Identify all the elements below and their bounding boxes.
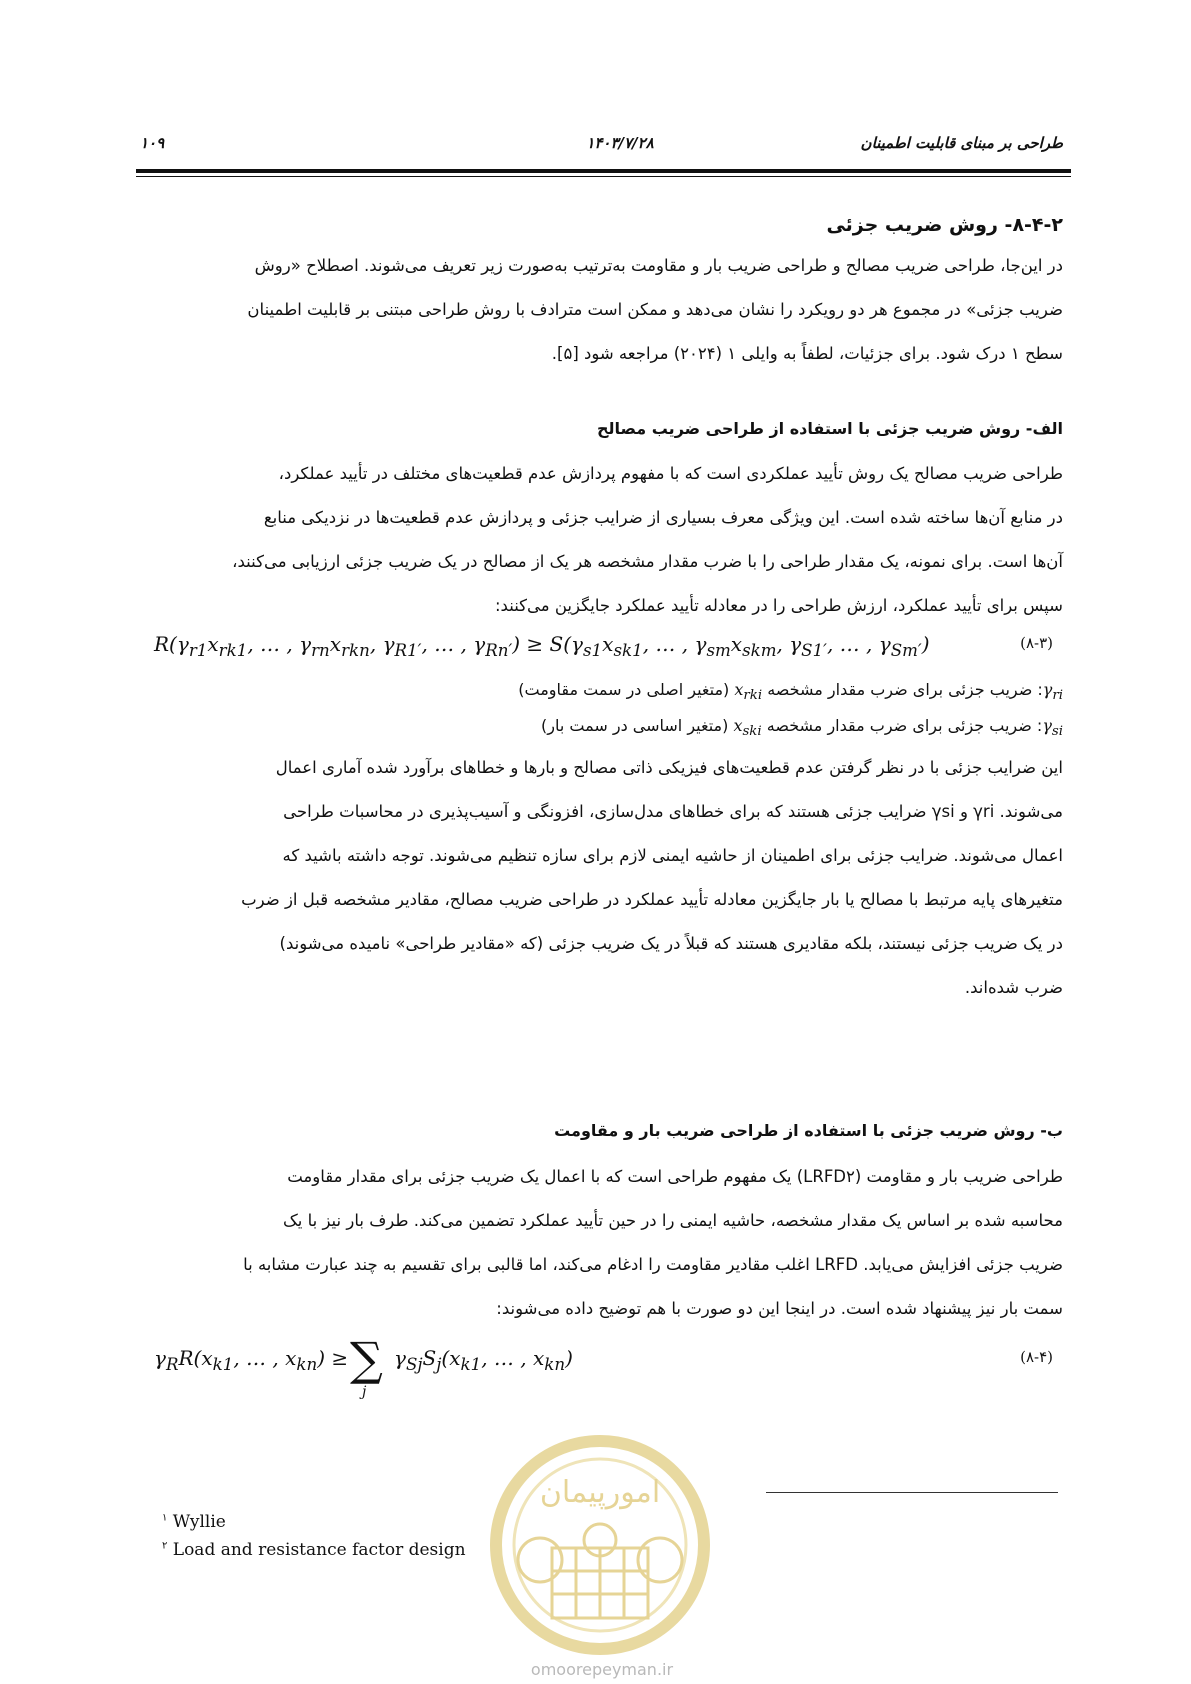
part-a-p2-line-5: در یک ضریب جزئی نیستند، بلکه مقادیری هستند که قبلاً در یک ضریب جزئی (که «مقادیر طراحی» نامیده می‌شوند) — [279, 934, 1063, 953]
header-rule-thin — [136, 176, 1071, 177]
watermark-logo — [480, 1430, 720, 1680]
definition-gamma-si-text: : ضریب جزئی برای ضرب مقدار مشخصه — [761, 716, 1043, 735]
part-a-p1-line-1: طراحی ضریب مصالح یک روش تأیید عملکردی است که با مفهوم پردازش عدم قطعیت‌های مختلف در تأیید عملکرد، — [278, 464, 1063, 483]
intro-line-2: ضریب جزئی» در مجموع هر دو رویکرد را نشان می‌دهد و ممکن است مترادف با روش طراحی مبتنی بر قابلیت اطمینان — [247, 300, 1063, 319]
symbol-gamma-si: $\gamma_{si}$ — [1042, 716, 1063, 740]
part-a-p1-line-2: در منابع آن‌ها ساخته شده است. این ویژگی معرف بسیاری از ضرایب جزئی و پردازش عدم قطعیت‌ها در نزدیکی منابع — [263, 508, 1063, 527]
definition-gamma-si-note: (متغیر اساسی در سمت بار) — [541, 716, 734, 735]
footnote-2-text: Load and resistance factor design — [172, 1540, 466, 1560]
equation-8-4 — [142, 1332, 1063, 1406]
part-a-heading: الف- روش ضریب جزئی با استفاده از طراحی ضریب مصالح — [596, 419, 1063, 438]
footnote-2 — [162, 1540, 466, 1560]
part-b-heading: ب- روش ضریب جزئی با استفاده از طراحی ضریب بار و مقاومت — [554, 1121, 1063, 1140]
symbol-x-rki: $x_{rki}$ — [734, 680, 763, 704]
summation-index: j — [362, 1384, 367, 1400]
part-a-p1-line-4: سپس برای تأیید عملکرد، ارزش طراحی را در معادله تأیید عملکرد جایگزین می‌کنند: — [495, 596, 1063, 615]
part-a-p1-line-3: آن‌ها است. برای نمونه، یک مقدار طراحی را با ضرب مقدار مشخصه هر یک از مصالح در یک ضریب جزئی ارزیابی می‌کنند، — [232, 552, 1063, 571]
part-a-p2-line-2: می‌شوند. γri و γsi ضرایب جزئی هستند که برای خطاهای مدل‌سازی، افزونگی و آسیب‌پذیری در محاسبات طراحی — [283, 802, 1063, 821]
part-a-paragraph-2 — [142, 746, 1063, 1010]
part-a-p2-line-4: متغیرهای پایه مرتبط با مصالح یا بار جایگزین معادله تأیید عملکرد در طراحی ضریب مصالح، مقادیر مشخصه قبل از ضرب — [241, 890, 1063, 909]
part-b-p1-line-1: طراحی ضریب بار و مقاومت (LRFD۲) یک مفهوم طراحی است که با اعمال یک ضریب جزئی برای مقدار مقاومت — [287, 1167, 1063, 1186]
watermark-site: omoorepeyman.ir — [530, 1660, 674, 1679]
header-date: ۱۴۰۳/۷/۲۸ — [586, 134, 654, 152]
footnote-1-text: Wyllie — [172, 1512, 226, 1532]
intro-line-1: در این‌جا، طراحی ضریب مصالح و طراحی ضریب بار و مقاومت به‌ترتیب به‌صورت زیر تعریف می‌شوند. اصطلاح «روش — [254, 256, 1063, 275]
symbol-gamma-ri: $\gamma_{ri}$ — [1042, 680, 1063, 704]
equation-8-4-rhs: $\gamma_{Sj}S_j(x_{k1}$, … , $x_{kn}$) — [394, 1346, 573, 1374]
part-a-p2-line-3: اعمال می‌شوند. ضرایب جزئی برای اطمینان از حاشیه ایمنی لازم برای سازه تنظیم می‌شوند. توجه داشته باشید که — [282, 846, 1063, 865]
part-b-p1-line-2: محاسبه شده بر اساس یک مقدار مشخصه، حاشیه ایمنی را در حین تأیید عملکرد تضمین می‌کند. طرف بار نیز با یک — [282, 1211, 1063, 1230]
header-rule-thick — [136, 169, 1071, 173]
equation-8-3 — [142, 628, 1063, 668]
definition-gamma-ri-note: (متغیر اصلی در سمت مقاومت) — [518, 680, 735, 699]
footnote-2-mark: ۲ — [162, 1540, 168, 1552]
footnote-1 — [162, 1512, 226, 1532]
section-intro — [142, 244, 1063, 376]
part-a-p2-line-6: ضرب شده‌اند. — [964, 978, 1063, 997]
page-number: ۱۰۹ — [140, 134, 165, 152]
definition-gamma-ri-text: : ضریب جزئی برای ضرب مقدار مشخصه — [762, 680, 1043, 699]
intro-line-3: سطح ۱ درک شود. برای جزئیات، لطفاً به وایلی ۱ (۲۰۲۴) مراجعه شود [۵]. — [551, 344, 1063, 363]
footnote-1-mark: ۱ — [162, 1512, 168, 1524]
part-a-p2-line-1: این ضرایب جزئی با در نظر گرفتن عدم قطعیت‌های فیزیکی ذاتی مصالح و بارها و خطاهای برآورد شده آماری اعمال — [275, 758, 1063, 777]
footnote-rule — [766, 1492, 1058, 1493]
equation-8-4-lhs: $\gamma_RR(x_{k1}$, … , $x_{kn}$) ≥ — [154, 1346, 349, 1374]
part-a-paragraph-1 — [142, 452, 1063, 628]
summation-sign: ∑ — [350, 1332, 383, 1386]
part-b-p1-line-3: ضریب جزئی افزایش می‌یابد. LRFD اغلب مقادیر مقاومت را ادغام می‌کند، اما قالبی برای تقسیم به چند عبارت مشابه با — [243, 1255, 1063, 1274]
equation-8-4-number: (۸-۴) — [1020, 1348, 1053, 1366]
definition-gamma-ri — [518, 680, 1063, 703]
definition-gamma-si — [541, 716, 1063, 739]
running-title: طراحی بر مبنای قابلیت اطمینان — [860, 134, 1063, 152]
section-heading: ۸-۴-۲- روش ضریب جزئی — [826, 214, 1063, 236]
watermark-logo-text: امورپیمان — [539, 1475, 661, 1510]
equation-8-3-expression: $R(\gamma_{r1}x_{rk1}$, … , $\gamma_{rn}x_{rkn}$, $\gamma_{R1'}$, … , $\gamma_{Rn'}) \ge S(\gamma_{s1}x_{sk1}$, … , $\gamma_{sm}x_{skm}$, $\gamma_{S1'}$, … , $\gamma_{Sm'}$) — [154, 632, 930, 660]
symbol-x-ski: $x_{ski}$ — [733, 716, 762, 740]
part-b-p1-line-4: سمت بار نیز پیشنهاد شده است. در اینجا این دو صورت با هم توضیح داده می‌شوند: — [496, 1299, 1063, 1318]
part-b-paragraph-1 — [142, 1155, 1063, 1331]
equation-8-3-number: (۸-۳) — [1020, 634, 1053, 652]
